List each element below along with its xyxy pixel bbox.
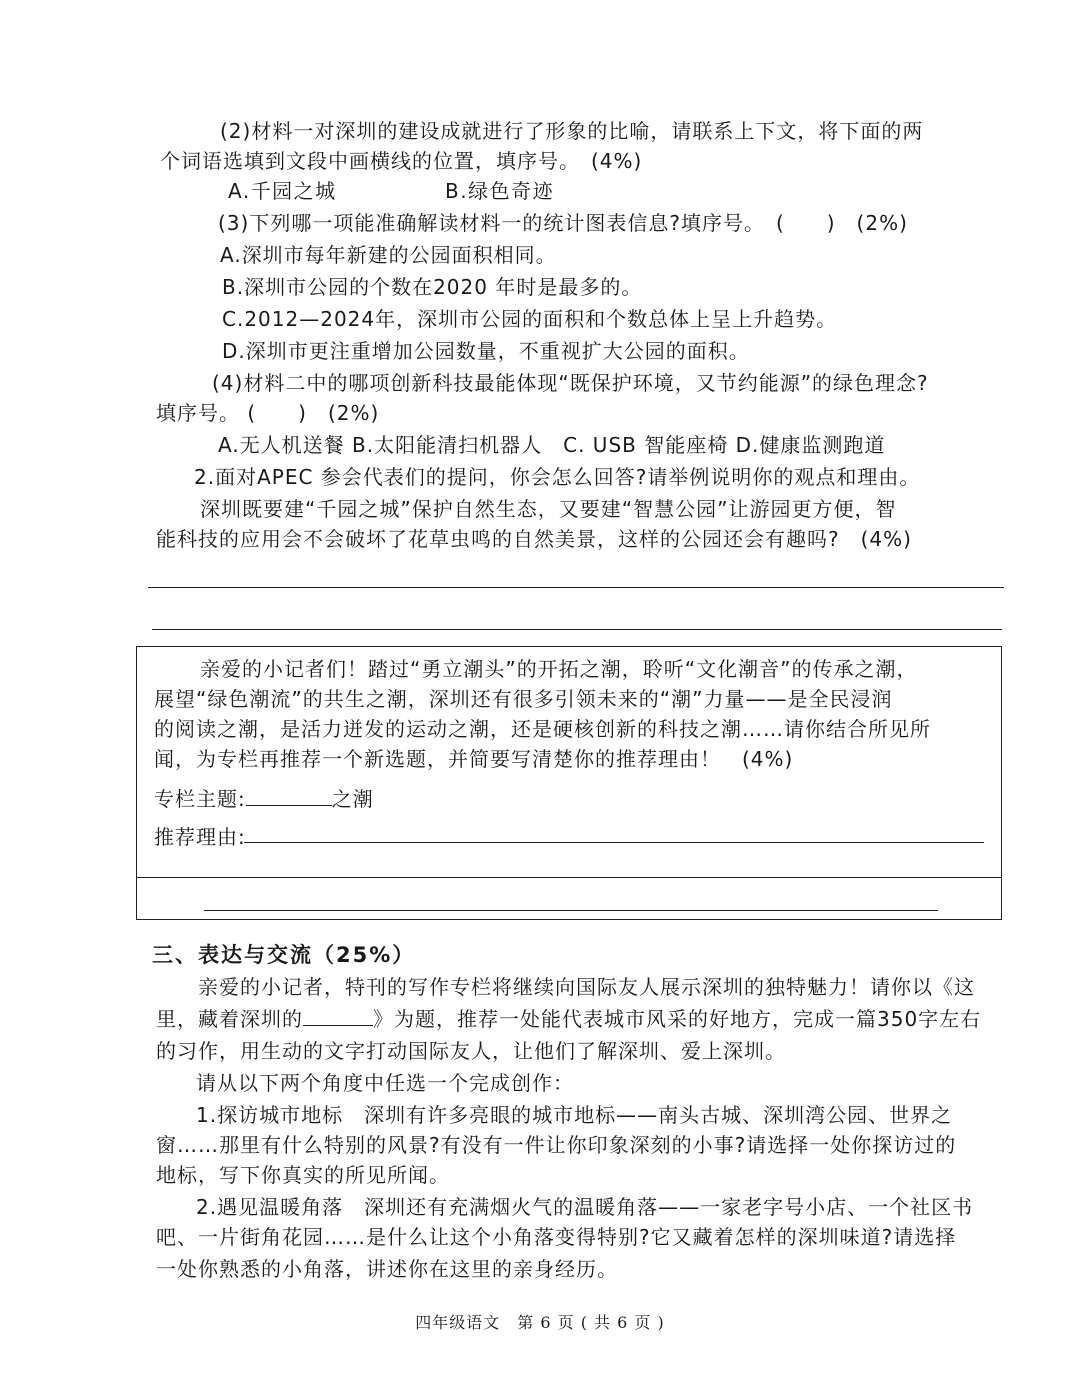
q4-line2: 填序号。 ( ) (2%)	[156, 401, 380, 425]
section3-heading: 三、表达与交流（25%）	[152, 943, 416, 967]
q2-line2: 个词语选填到文段中画横线的位置，填序号。 (4%)	[160, 149, 643, 173]
q2-option-b: B.绿色奇迹	[445, 179, 555, 203]
q3-option-d: D.深圳市更注重增加公园数量，不重视扩大公园的面积。	[222, 339, 750, 363]
answer-line-1[interactable]	[148, 587, 1004, 588]
column-topic-label: 专栏主题:	[154, 787, 246, 811]
column-topic-suffix: 之潮	[331, 787, 374, 811]
apec-prompt-line2: 能科技的应用会不会破坏了花草虫鸣的自然美景，这样的公园还会有趣吗? (4%)	[156, 527, 912, 551]
choice2-line3: 一处你熟悉的小角落，讲述你在这里的亲身经历。	[156, 1257, 618, 1281]
section3-intro-line2	[156, 1004, 981, 1034]
column-topic-row	[154, 784, 374, 814]
apec-question-title: 2.面对APEC 参会代表们的提问，你会怎么回答?请举例说明你的观点和理由。	[194, 465, 921, 489]
recommend-reason-label: 推荐理由:	[154, 825, 246, 849]
recommend-reason-line-2[interactable]	[204, 910, 938, 911]
choice1-line3: 地标，写下你真实的所见所闻。	[156, 1163, 450, 1187]
column-topic-blank[interactable]	[246, 785, 332, 806]
recommend-reason-line-1[interactable]	[244, 842, 984, 843]
box-line4: 闻，为专栏再推荐一个新选题，并简要写清楚你的推荐理由！ (4%)	[154, 747, 794, 771]
q3-stem: (3)下列哪一项能准确解读材料一的统计图表信息?填序号。 ( ) (2%)	[218, 211, 908, 235]
q3-option-a: A.深圳市每年新建的公园面积相同。	[220, 243, 557, 267]
q3-option-b: B.深圳市公园的个数在2020 年时是最多的。	[222, 275, 643, 299]
section3-intro-line1: 亲爱的小记者，特刊的写作专栏将继续向国际友人展示深圳的独特魅力！请你以《这	[198, 975, 975, 999]
q2-option-a: A.千园之城	[228, 179, 337, 203]
q2-line1: (2)材料一对深圳的建设成就进行了形象的比喻，请联系上下文，将下面的两	[220, 119, 924, 143]
title-suffix: 》为题，推荐一处能代表城市风采的好地方，完成一篇350字左右	[373, 1007, 982, 1031]
box-divider	[136, 877, 1002, 878]
q4-options: A.无人机送餐 B.太阳能清扫机器人 C. USB 智能座椅 D.健康监测跑道	[218, 433, 886, 457]
answer-line-2[interactable]	[152, 629, 1002, 630]
choice1-line1: 1.探访城市地标 深圳有许多亮眼的城市地标——南头古城、深圳湾公园、世界之	[196, 1103, 953, 1127]
box-line1: 亲爱的小记者们！踏过“勇立潮头”的开拓之潮，聆听“文化潮音”的传承之潮，	[200, 657, 918, 681]
title-blank[interactable]	[303, 1005, 373, 1026]
q4-line1: (4)材料二中的哪项创新科技最能体现“既保护环境，又节约能源”的绿色理念?	[212, 371, 929, 395]
apec-prompt-line1: 深圳既要建“千园之城”保护自然生态，又要建“智慧公园”让游园更方便，智	[200, 497, 897, 521]
box-line2: 展望“绿色潮流”的共生之潮，深圳还有很多引领未来的“潮”力量——是全民浸润	[154, 687, 893, 711]
section3-instruction: 请从以下两个角度中任选一个完成创作：	[196, 1071, 574, 1095]
choice1-line2: 窗……那里有什么特别的风景?有没有一件让你印象深刻的小事?请选择一处你探访过的	[156, 1133, 957, 1157]
choice2-line2: 吧、一片街角花园……是什么让这个小角落变得特别?它又藏着怎样的深圳味道?请选择	[156, 1225, 957, 1249]
q3-option-c: C.2012—2024年，深圳市公园的面积和个数总体上呈上升趋势。	[222, 307, 838, 331]
choice2-line1: 2.遇见温暖角落 深圳还有充满烟火气的温暖角落——一家老字号小店、一个社区书	[196, 1195, 974, 1219]
title-prefix: 里，藏着深圳的	[156, 1007, 303, 1031]
page-footer: 四年级语文 第 6 页 ( 共 6 页 )	[415, 1313, 665, 1332]
box-line3: 的阅读之潮，是活力迸发的运动之潮，还是硬核创新的科技之潮……请你结合所见所	[154, 717, 931, 741]
section3-intro-line3: 的习作，用生动的文字打动国际友人，让他们了解深圳、爱上深圳。	[156, 1039, 786, 1063]
